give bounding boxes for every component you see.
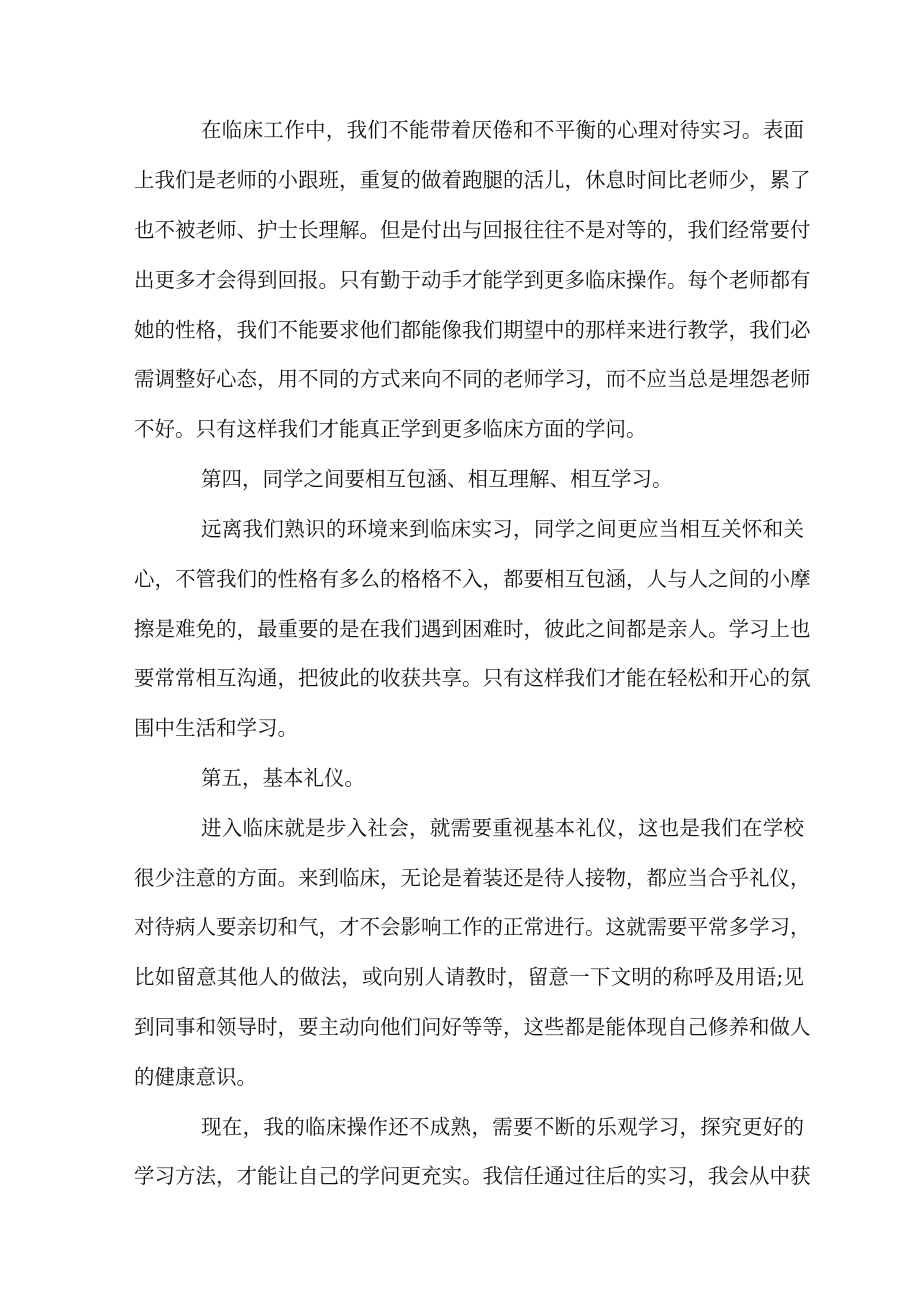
heading-fourth-point: 第四，同学之间要相互包涵、相互理解、相互学习。 <box>201 467 673 491</box>
paragraph-4-line-1: 现在，我的临床操作还不成熟，需要不断的乐观学习，探究更好的 <box>201 1115 804 1139</box>
paragraph-1-line-2: 上我们是老师的小跟班，重复的做着跑腿的活儿，休息时间比老师少，累了 <box>134 168 811 192</box>
paragraph-2-line-4: 要常常相互沟通，把彼此的收获共享。只有这样我们才能在轻松和开心的氛 <box>134 666 811 690</box>
paragraph-1-line-1: 在临床工作中，我们不能带着厌倦和不平衡的心理对待实习。表面 <box>201 118 804 142</box>
paragraph-2-line-1: 远离我们熟识的环境来到临床实习，同学之间更应当相互关怀和关 <box>201 517 804 541</box>
paragraph-3-line-4: 比如留意其他人的做法，或向别人请教时，留意一下文明的称呼及用语;见 <box>134 965 804 989</box>
heading-fifth-point: 第五，基本礼仪。 <box>201 766 365 790</box>
paragraph-2-line-5: 围中生活和学习。 <box>134 716 298 740</box>
paragraph-2-line-3: 擦是难免的，最重要的是在我们遇到困难时，彼此之间都是亲人。学习上也 <box>134 617 811 641</box>
paragraph-1-line-3: 也不被老师、护士长理解。但是付出与回报往往不是对等的，我们经常要付 <box>134 218 811 242</box>
paragraph-3-line-5: 到同事和领导时，要主动向他们问好等等，这些都是能体现自己修养和做人 <box>134 1015 811 1039</box>
paragraph-1-line-5: 她的性格，我们不能要求他们都能像我们期望中的那样来进行教学，我们必 <box>134 318 811 342</box>
paragraph-3-line-6: 的健康意识。 <box>134 1065 257 1089</box>
paragraph-4-line-2: 学习方法，才能让自己的学问更充实。我信任通过往后的实习，我会从中获 <box>134 1164 811 1188</box>
paragraph-1-line-4: 出更多才会得到回报。只有勤于动手才能学到更多临床操作。每个老师都有 <box>134 268 811 292</box>
paragraph-3-line-3: 对待病人要亲切和气，才不会影响工作的正常进行。这就需要平常多学习， <box>134 915 811 939</box>
paragraph-1-line-6: 需调整好心态，用不同的方式来向不同的老师学习，而不应当总是埋怨老师 <box>134 367 811 391</box>
paragraph-3-line-2: 很少注意的方面。来到临床，无论是着装还是待人接物，都应当合乎礼仪， <box>134 866 811 890</box>
paragraph-3-line-1: 进入临床就是步入社会，就需要重视基本礼仪，这也是我们在学校 <box>201 816 804 840</box>
paragraph-1-line-7: 不好。只有这样我们才能真正学到更多临床方面的学问。 <box>134 417 647 441</box>
paragraph-2-line-2: 心，不管我们的性格有多么的格格不入，都要相互包涵，人与人之间的小摩 <box>134 567 811 591</box>
